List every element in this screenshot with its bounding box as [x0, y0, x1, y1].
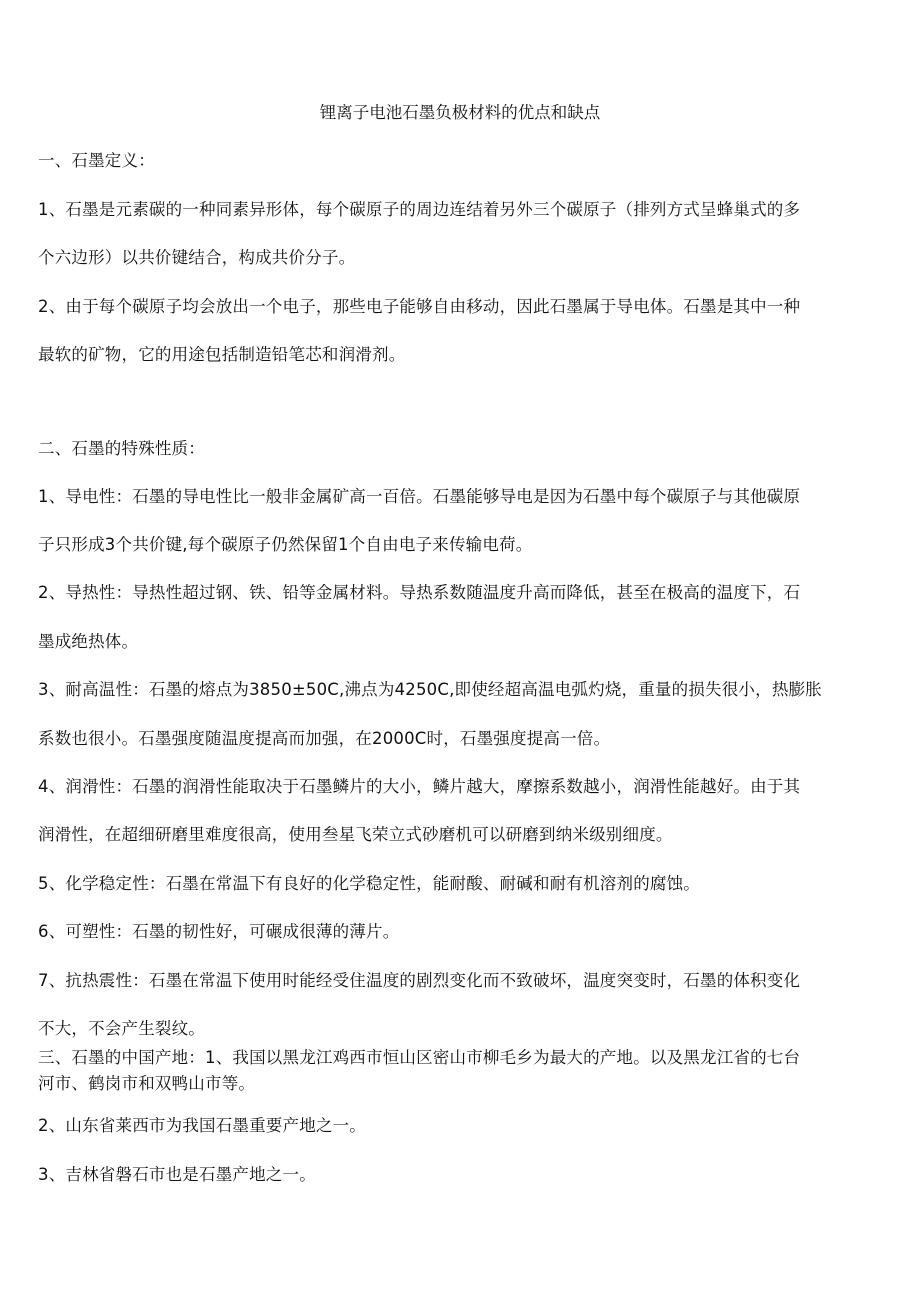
- paragraph-line: 河市、鹤岗市和双鸭山市等。: [38, 1074, 256, 1093]
- paragraph-line: 5、化学稳定性：石墨在常温下有良好的化学稳定性，能耐酸、耐碱和耐有机溶剂的腐蚀。: [38, 874, 700, 893]
- paragraph-line: 3、吉林省磐石市也是石墨产地之一。: [38, 1165, 316, 1184]
- paragraph-line: 最软的矿物，它的用途包括制造铅笔芯和润滑剂。: [38, 345, 406, 364]
- paragraph-line: 4、润滑性：石墨的润滑性能取决于石墨鳞片的大小，鳞片越大，摩擦系数越小，润滑性能越好。由于其: [38, 777, 801, 796]
- paragraph-line: 个六边形）以共价键结合，构成共价分子。: [38, 248, 356, 267]
- paragraph-line: 子只形成3个共价键,每个碳原子仍然保留1个自由电子来传输电荷。: [38, 535, 533, 554]
- section-heading-definition: 一、石墨定义：: [38, 151, 155, 170]
- paragraph-line: 系数也很小。石墨强度随温度提高而加强，在2000C时，石墨强度提高一倍。: [38, 729, 611, 748]
- section-heading-properties: 二、石墨的特殊性质：: [38, 439, 205, 458]
- paragraph-line: 1、石墨是元素碳的一种同素异形体，每个碳原子的周边连结着另外三个碳原子（排列方式呈蜂巢式的多: [38, 200, 801, 219]
- paragraph-line: 不大，不会产生裂纹。: [38, 1019, 205, 1038]
- paragraph-line: 润滑性，在超细研磨里难度很高，使用叁星飞荣立式砂磨机可以研磨到纳米级别细度。: [38, 825, 673, 844]
- paragraph-line: 1、导电性：石墨的导电性比一般非金属矿高一百倍。石墨能够导电是因为石墨中每个碳原子与其他碳原: [38, 487, 801, 506]
- paragraph-line: 6、可塑性：石墨的韧性好，可碾成很薄的薄片。: [38, 922, 400, 941]
- paragraph-line: 2、山东省莱西市为我国石墨重要产地之一。: [38, 1116, 366, 1135]
- paragraph-line: 2、导热性：导热性超过钢、铁、铅等金属材料。导热系数随温度升高而降低，甚至在极高的温度下，石: [38, 583, 801, 602]
- document-title: 锂离子电池石墨负极材料的优点和缺点: [319, 103, 601, 122]
- section-heading-origin: 三、石墨的中国产地：1、我国以黑龙江鸡西市恒山区密山市柳毛乡为最大的产地。以及黑龙江省的七台: [38, 1048, 801, 1067]
- paragraph-line: 3、耐高温性：石墨的熔点为3850±50C,沸点为4250C,即使经超高温电弧灼烧，重量的损失很小，热膨胀: [38, 680, 822, 699]
- paragraph-line: 7、抗热震性：石墨在常温下使用时能经受住温度的剧烈变化而不致破坏，温度突变时，石墨的体积变化: [38, 971, 801, 990]
- paragraph-line: 2、由于每个碳原子均会放出一个电子，那些电子能够自由移动，因此石墨属于导电体。石墨是其中一种: [38, 297, 801, 316]
- paragraph-line: 墨成绝热体。: [38, 632, 139, 651]
